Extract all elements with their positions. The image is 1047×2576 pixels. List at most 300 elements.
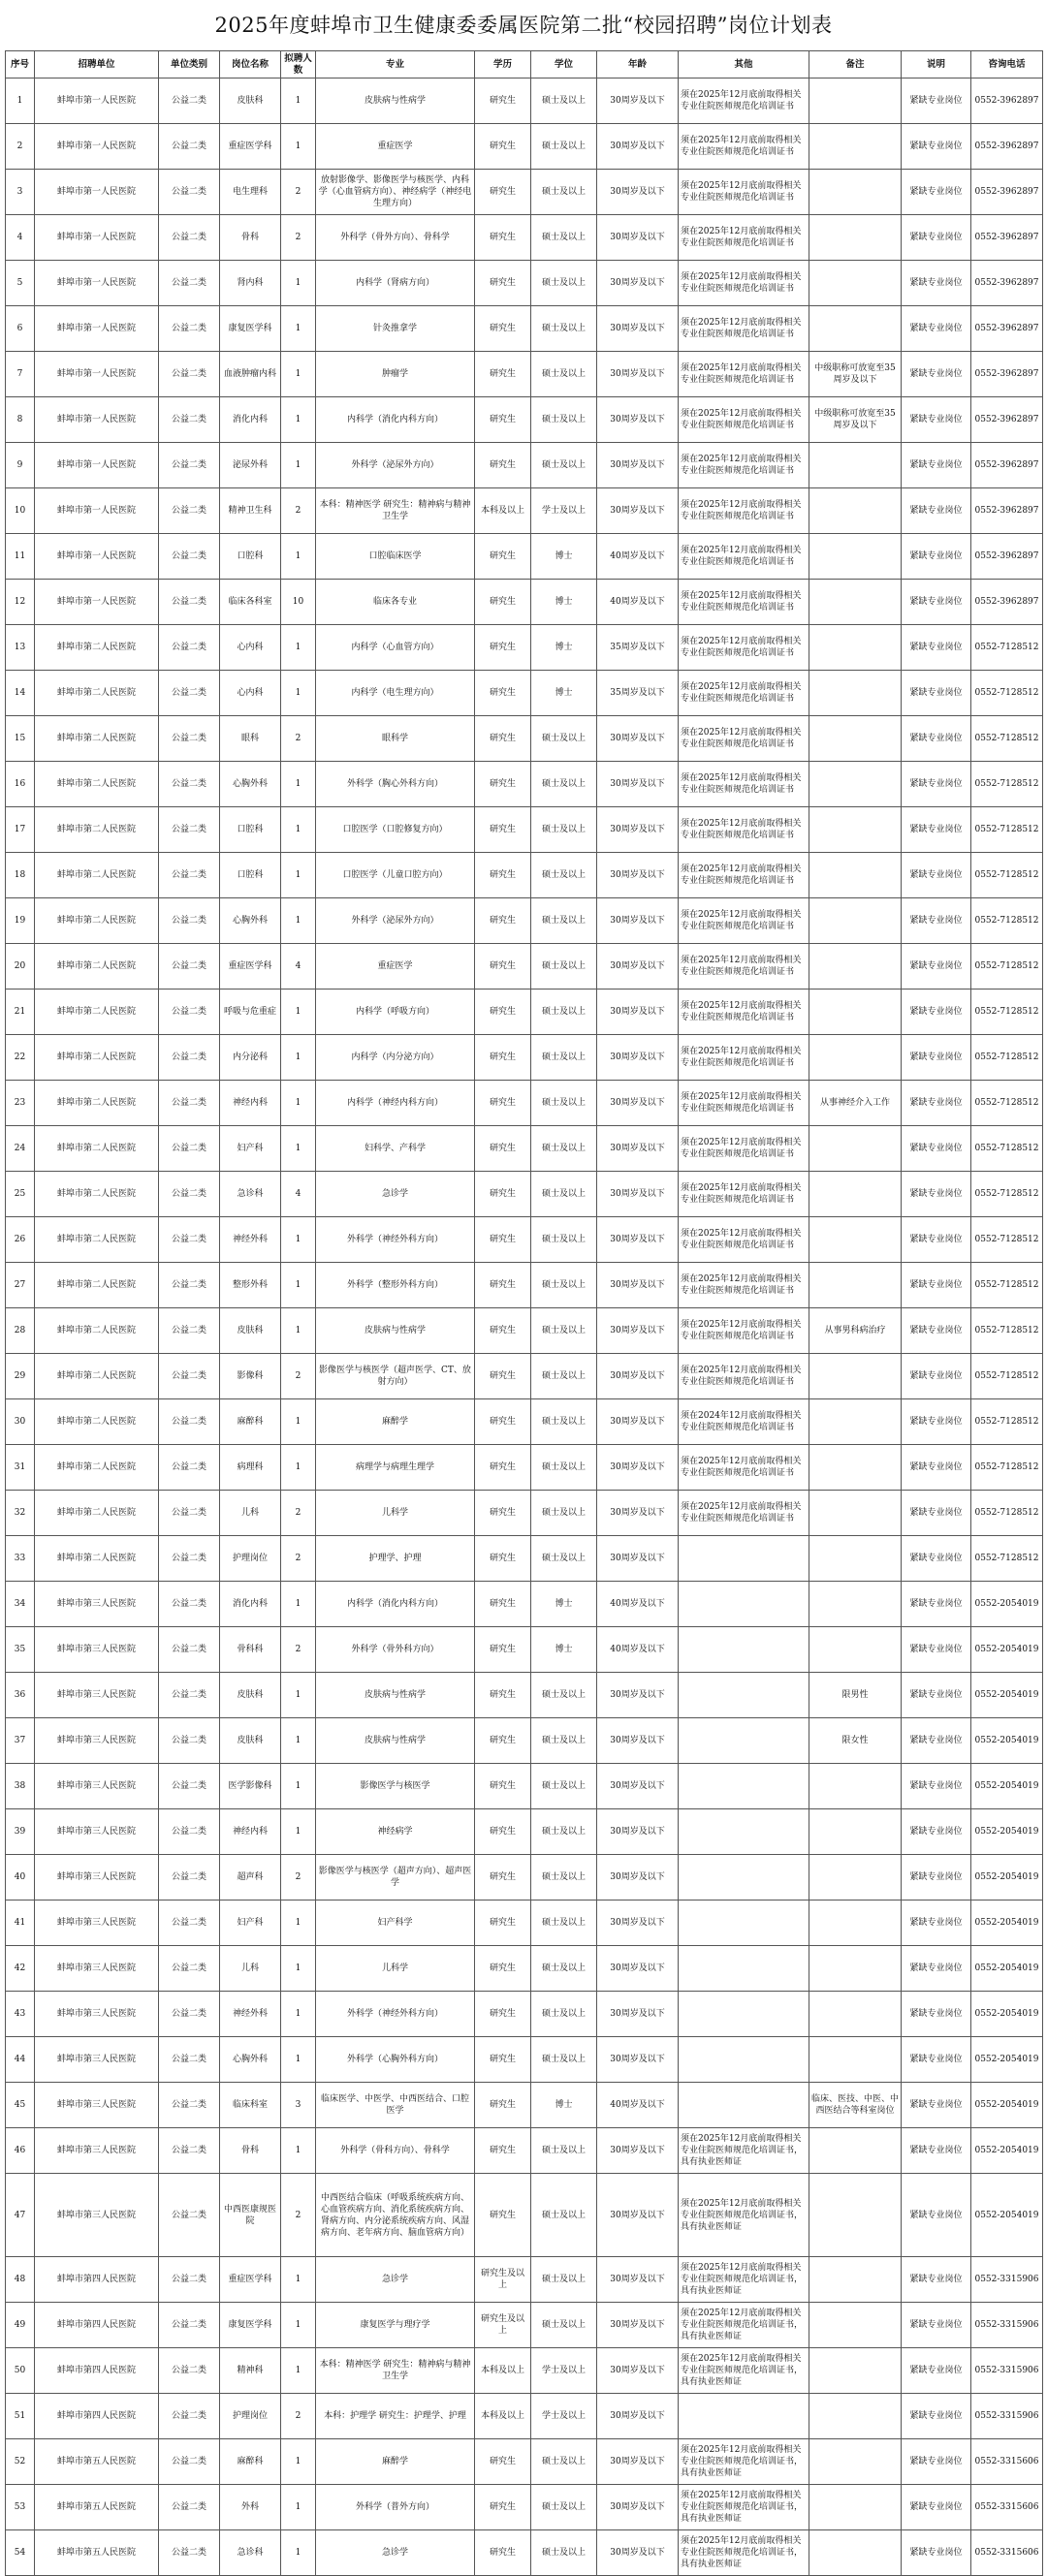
cell-no: 36 [6,1673,35,1718]
cell-unit: 蚌埠市第三人民医院 [35,1901,159,1946]
cell-education: 研究生 [475,1308,531,1354]
cell-other: 须在2025年12月底前取得相关专业住院医师规范化培训证书 [679,488,809,534]
cell-description: 紧缺专业岗位 [902,762,971,807]
cell-phone: 0552-7128512 [971,853,1043,898]
cell-description: 紧缺专业岗位 [902,671,971,716]
cell-major: 外科学（神经外科方向） [316,1992,475,2037]
cell-description: 紧缺专业岗位 [902,1946,971,1992]
cell-other: 须在2025年12月底前取得相关专业住院医师规范化培训证书，具有执业医师证 [679,2348,809,2394]
cell-unit: 蚌埠市第二人民医院 [35,1081,159,1126]
cell-major: 外科学（骨外方向）、骨科学 [316,215,475,261]
col-header-degree: 学位 [531,51,597,79]
cell-no: 45 [6,2083,35,2128]
cell-age: 30周岁及以下 [597,488,679,534]
cell-major: 外科学（泌尿外方向） [316,898,475,944]
cell-other [679,1764,809,1809]
cell-education: 研究生 [475,1263,531,1308]
cell-note [809,1901,902,1946]
cell-unit: 蚌埠市第三人民医院 [35,2174,159,2257]
cell-description: 紧缺专业岗位 [902,1126,971,1172]
cell-major: 儿科学 [316,1491,475,1536]
table-row [6,124,1043,170]
cell-education: 研究生 [475,1399,531,1445]
cell-count: 1 [281,1445,316,1491]
cell-category: 公益二类 [159,443,220,488]
cell-description: 紧缺专业岗位 [902,170,971,215]
page-title: 2025年度蚌埠市卫生健康委委属医院第二批“校园招聘”岗位计划表 [214,14,833,37]
cell-phone: 0552-3315606 [971,2439,1043,2485]
cell-description: 紧缺专业岗位 [902,2348,971,2394]
cell-degree: 硕士及以上 [531,1035,597,1081]
cell-unit: 蚌埠市第三人民医院 [35,1764,159,1809]
cell-other [679,1901,809,1946]
cell-education: 研究生 [475,1901,531,1946]
cell-degree: 硕士及以上 [531,170,597,215]
cell-unit: 蚌埠市第一人民医院 [35,124,159,170]
cell-major: 皮肤病与性病学 [316,1673,475,1718]
cell-degree: 硕士及以上 [531,762,597,807]
cell-degree: 硕士及以上 [531,2485,597,2530]
cell-category: 公益二类 [159,716,220,762]
table-row [6,79,1043,124]
cell-no: 24 [6,1126,35,1172]
cell-unit: 蚌埠市第二人民医院 [35,1354,159,1399]
cell-post: 康复医学科 [220,306,281,352]
cell-unit: 蚌埠市第三人民医院 [35,1946,159,1992]
cell-post: 整形外科 [220,1263,281,1308]
cell-education: 研究生及以上 [475,2303,531,2348]
cell-phone: 0552-7128512 [971,1263,1043,1308]
cell-description: 紧缺专业岗位 [902,1035,971,1081]
cell-category: 公益二类 [159,1491,220,1536]
cell-education: 研究生 [475,671,531,716]
cell-category: 公益二类 [159,853,220,898]
cell-no: 2 [6,124,35,170]
cell-other: 须在2025年12月底前取得相关专业住院医师规范化培训证书 [679,580,809,625]
cell-other [679,1992,809,2037]
cell-major: 中西医结合临床（呼吸系统疾病方向、心血管疾病方向、消化系统疾病方向、肾病方向、内分泌系统疾病方向、风湿病方向、老年病方向、脑血管病方向） [316,2174,475,2257]
cell-category: 公益二类 [159,397,220,443]
cell-phone: 0552-2054019 [971,2083,1043,2128]
col-header-count: 拟聘人数 [281,51,316,79]
cell-degree: 硕士及以上 [531,2174,597,2257]
cell-count: 2 [281,1536,316,1582]
cell-phone: 0552-3315606 [971,2485,1043,2530]
cell-category: 公益二类 [159,990,220,1035]
table-row [6,2530,1043,2576]
cell-degree: 硕士及以上 [531,443,597,488]
cell-count: 1 [281,1901,316,1946]
cell-category: 公益二类 [159,1946,220,1992]
cell-count: 2 [281,1491,316,1536]
cell-phone: 0552-7128512 [971,990,1043,1035]
cell-major: 影像医学与核医学（超声方向）、超声医学 [316,1855,475,1901]
cell-major: 影像医学与核医学 [316,1764,475,1809]
cell-count: 1 [281,2485,316,2530]
cell-post: 神经内科 [220,1809,281,1855]
cell-unit: 蚌埠市第三人民医院 [35,1627,159,1673]
cell-category: 公益二类 [159,2303,220,2348]
cell-post: 急诊科 [220,1172,281,1217]
cell-major: 病理学与病理生理学 [316,1445,475,1491]
cell-other: 须在2025年12月底前取得相关专业住院医师规范化培训证书 [679,1126,809,1172]
cell-major: 护理学、护理 [316,1536,475,1582]
cell-description: 紧缺专业岗位 [902,1536,971,1582]
col-header-description: 说明 [902,51,971,79]
table-row [6,2037,1043,2083]
cell-post: 皮肤科 [220,79,281,124]
cell-description: 紧缺专业岗位 [902,2485,971,2530]
cell-count: 1 [281,352,316,397]
cell-post: 呼吸与危重症 [220,990,281,1035]
cell-age: 30周岁及以下 [597,79,679,124]
cell-note [809,898,902,944]
cell-category: 公益二类 [159,1445,220,1491]
cell-other: 须在2025年12月底前取得相关专业住院医师规范化培训证书 [679,1263,809,1308]
cell-post: 神经外科 [220,1217,281,1263]
cell-age: 30周岁及以下 [597,1901,679,1946]
cell-no: 4 [6,215,35,261]
cell-category: 公益二类 [159,1673,220,1718]
cell-post: 口腔科 [220,853,281,898]
cell-unit: 蚌埠市第二人民医院 [35,853,159,898]
cell-phone: 0552-3962897 [971,352,1043,397]
cell-other: 须在2025年12月底前取得相关专业住院医师规范化培训证书 [679,1308,809,1354]
cell-count: 1 [281,671,316,716]
cell-note [809,1399,902,1445]
cell-category: 公益二类 [159,2083,220,2128]
cell-category: 公益二类 [159,1081,220,1126]
cell-degree: 硕士及以上 [531,79,597,124]
cell-phone: 0552-2054019 [971,1764,1043,1809]
cell-education: 本科及以上 [475,2348,531,2394]
cell-note [809,79,902,124]
cell-post: 皮肤科 [220,1308,281,1354]
table-row [6,1855,1043,1901]
cell-other [679,1536,809,1582]
cell-education: 研究生 [475,1946,531,1992]
cell-post: 妇产科 [220,1126,281,1172]
cell-age: 30周岁及以下 [597,2439,679,2485]
cell-other [679,2037,809,2083]
cell-education: 研究生 [475,170,531,215]
cell-major: 内科学（神经内科方向） [316,1081,475,1126]
cell-count: 1 [281,807,316,853]
cell-post: 麻醉科 [220,2439,281,2485]
col-header-no: 序号 [6,51,35,79]
table-row [6,1901,1043,1946]
cell-no: 42 [6,1946,35,1992]
cell-note [809,1263,902,1308]
cell-post: 神经外科 [220,1992,281,2037]
cell-phone: 0552-3315906 [971,2303,1043,2348]
cell-description: 紧缺专业岗位 [902,2037,971,2083]
cell-other: 须在2025年12月底前取得相关专业住院医师规范化培训证书 [679,1081,809,1126]
cell-note [809,716,902,762]
cell-count: 1 [281,1673,316,1718]
cell-no: 3 [6,170,35,215]
cell-education: 本科及以上 [475,2394,531,2439]
table-row [6,2303,1043,2348]
cell-count: 1 [281,762,316,807]
cell-unit: 蚌埠市第四人民医院 [35,2348,159,2394]
cell-major: 外科学（普外方向） [316,2485,475,2530]
cell-category: 公益二类 [159,534,220,580]
cell-degree: 硕士及以上 [531,1764,597,1809]
cell-category: 公益二类 [159,2128,220,2174]
cell-unit: 蚌埠市第二人民医院 [35,1445,159,1491]
cell-age: 30周岁及以下 [597,807,679,853]
cell-unit: 蚌埠市第一人民医院 [35,261,159,306]
cell-major: 麻醉学 [316,1399,475,1445]
cell-no: 35 [6,1627,35,1673]
cell-no: 27 [6,1263,35,1308]
cell-age: 30周岁及以下 [597,1354,679,1399]
cell-other: 须在2025年12月底前取得相关专业住院医师规范化培训证书 [679,762,809,807]
cell-degree: 博士 [531,1627,597,1673]
cell-education: 研究生 [475,625,531,671]
cell-unit: 蚌埠市第二人民医院 [35,762,159,807]
table-row [6,1354,1043,1399]
table-row [6,1263,1043,1308]
cell-post: 心内科 [220,671,281,716]
cell-note [809,488,902,534]
cell-other: 须在2025年12月底前取得相关专业住院医师规范化培训证书 [679,352,809,397]
cell-post: 儿科 [220,1491,281,1536]
table-row [6,306,1043,352]
cell-note [809,2348,902,2394]
cell-age: 30周岁及以下 [597,898,679,944]
cell-post: 麻醉科 [220,1399,281,1445]
cell-note: 中级职称可放宽至35周岁及以下 [809,352,902,397]
cell-other: 须在2025年12月底前取得相关专业住院医师规范化培训证书 [679,443,809,488]
cell-phone: 0552-2054019 [971,1992,1043,2037]
cell-other: 须在2025年12月底前取得相关专业住院医师规范化培训证书 [679,944,809,990]
cell-education: 研究生 [475,2037,531,2083]
cell-no: 26 [6,1217,35,1263]
cell-major: 口腔医学（儿童口腔方向） [316,853,475,898]
cell-major: 麻醉学 [316,2439,475,2485]
cell-age: 30周岁及以下 [597,990,679,1035]
cell-unit: 蚌埠市第五人民医院 [35,2530,159,2576]
cell-category: 公益二类 [159,1172,220,1217]
table-row [6,1035,1043,1081]
cell-degree: 硕士及以上 [531,1126,597,1172]
cell-count: 3 [281,2083,316,2128]
cell-education: 研究生 [475,853,531,898]
col-header-major: 专业 [316,51,475,79]
cell-no: 33 [6,1536,35,1582]
cell-education: 研究生 [475,2485,531,2530]
cell-unit: 蚌埠市第一人民医院 [35,443,159,488]
cell-post: 神经内科 [220,1081,281,1126]
cell-category: 公益二类 [159,1126,220,1172]
cell-education: 研究生 [475,2128,531,2174]
cell-unit: 蚌埠市第四人民医院 [35,2257,159,2303]
table-row [6,1308,1043,1354]
table-row [6,1673,1043,1718]
cell-unit: 蚌埠市第二人民医院 [35,807,159,853]
cell-unit: 蚌埠市第四人民医院 [35,2303,159,2348]
cell-category: 公益二类 [159,79,220,124]
cell-description: 紧缺专业岗位 [902,716,971,762]
table-row [6,2439,1043,2485]
cell-phone: 0552-7128512 [971,1399,1043,1445]
cell-degree: 博士 [531,580,597,625]
cell-degree: 硕士及以上 [531,990,597,1035]
cell-count: 1 [281,898,316,944]
cell-degree: 硕士及以上 [531,215,597,261]
cell-note [809,580,902,625]
cell-description: 紧缺专业岗位 [902,1217,971,1263]
cell-category: 公益二类 [159,807,220,853]
cell-education: 研究生 [475,1035,531,1081]
cell-post: 急诊科 [220,2530,281,2576]
cell-other [679,1809,809,1855]
cell-unit: 蚌埠市第三人民医院 [35,1673,159,1718]
cell-education: 研究生 [475,1673,531,1718]
cell-unit: 蚌埠市第一人民医院 [35,215,159,261]
cell-description: 紧缺专业岗位 [902,1263,971,1308]
cell-no: 40 [6,1855,35,1901]
cell-phone: 0552-2054019 [971,1946,1043,1992]
cell-category: 公益二类 [159,1627,220,1673]
cell-unit: 蚌埠市第三人民医院 [35,1855,159,1901]
table-row [6,1445,1043,1491]
cell-category: 公益二类 [159,124,220,170]
cell-age: 30周岁及以下 [597,124,679,170]
cell-major: 皮肤病与性病学 [316,1308,475,1354]
cell-major: 内科学（呼吸方向） [316,990,475,1035]
cell-other: 须在2025年12月底前取得相关专业住院医师规范化培训证书 [679,397,809,443]
cell-category: 公益二类 [159,1035,220,1081]
cell-count: 2 [281,2174,316,2257]
cell-phone: 0552-3315906 [971,2257,1043,2303]
cell-no: 37 [6,1718,35,1764]
cell-no: 50 [6,2348,35,2394]
cell-age: 30周岁及以下 [597,2348,679,2394]
cell-education: 研究生 [475,807,531,853]
cell-note [809,1354,902,1399]
cell-unit: 蚌埠市第二人民医院 [35,625,159,671]
cell-post: 眼科 [220,716,281,762]
cell-post: 临床科室 [220,2083,281,2128]
cell-other [679,1627,809,1673]
cell-note: 限女性 [809,1718,902,1764]
cell-post: 康复医学科 [220,2303,281,2348]
table-row [6,762,1043,807]
cell-major: 神经病学 [316,1809,475,1855]
table-row [6,170,1043,215]
cell-note [809,2037,902,2083]
cell-post: 心胸外科 [220,762,281,807]
cell-note [809,990,902,1035]
cell-age: 30周岁及以下 [597,1946,679,1992]
cell-note [809,1764,902,1809]
cell-post: 皮肤科 [220,1673,281,1718]
cell-category: 公益二类 [159,352,220,397]
cell-description: 紧缺专业岗位 [902,2083,971,2128]
cell-degree: 硕士及以上 [531,944,597,990]
cell-major: 妇科学、产科学 [316,1126,475,1172]
cell-phone: 0552-7128512 [971,716,1043,762]
cell-post: 影像科 [220,1354,281,1399]
col-header-other: 其他 [679,51,809,79]
cell-note: 从事神经介入工作 [809,1081,902,1126]
cell-phone: 0552-3962897 [971,580,1043,625]
cell-other: 须在2025年12月底前取得相关专业住院医师规范化培训证书 [679,1217,809,1263]
cell-major: 皮肤病与性病学 [316,79,475,124]
cell-other: 须在2025年12月底前取得相关专业住院医师规范化培训证书 [679,261,809,306]
cell-category: 公益二类 [159,2530,220,2576]
cell-education: 研究生 [475,1627,531,1673]
cell-age: 40周岁及以下 [597,2083,679,2128]
cell-post: 骨科 [220,215,281,261]
cell-education: 研究生 [475,215,531,261]
cell-post: 口腔科 [220,534,281,580]
cell-unit: 蚌埠市第一人民医院 [35,580,159,625]
cell-age: 30周岁及以下 [597,215,679,261]
cell-other: 须在2024年12月底前取得相关专业住院医师规范化培训证书 [679,1399,809,1445]
cell-major: 肿瘤学 [316,352,475,397]
cell-note [809,306,902,352]
cell-unit: 蚌埠市第二人民医院 [35,990,159,1035]
cell-major: 内科学（消化内科方向） [316,1582,475,1627]
cell-major: 外科学（神经外科方向） [316,1217,475,1263]
cell-description: 紧缺专业岗位 [902,898,971,944]
cell-major: 临床各专业 [316,580,475,625]
cell-description: 紧缺专业岗位 [902,944,971,990]
cell-note [809,2174,902,2257]
cell-no: 5 [6,261,35,306]
cell-note [809,170,902,215]
cell-age: 30周岁及以下 [597,2037,679,2083]
cell-unit: 蚌埠市第三人民医院 [35,1992,159,2037]
cell-phone: 0552-3315906 [971,2348,1043,2394]
table-row [6,853,1043,898]
cell-age: 30周岁及以下 [597,762,679,807]
table-row [6,397,1043,443]
cell-description: 紧缺专业岗位 [902,807,971,853]
cell-count: 2 [281,1627,316,1673]
cell-note [809,807,902,853]
cell-note [809,853,902,898]
cell-description: 紧缺专业岗位 [902,1582,971,1627]
cell-category: 公益二类 [159,1901,220,1946]
cell-phone: 0552-7128512 [971,1172,1043,1217]
cell-phone: 0552-7128512 [971,1126,1043,1172]
cell-age: 30周岁及以下 [597,1399,679,1445]
cell-age: 40周岁及以下 [597,1627,679,1673]
cell-education: 研究生 [475,124,531,170]
cell-other: 须在2025年12月底前取得相关专业住院医师规范化培训证书，具有执业医师证 [679,2303,809,2348]
cell-post: 中西医康规医院 [220,2174,281,2257]
cell-count: 1 [281,1081,316,1126]
cell-note [809,2257,902,2303]
cell-count: 1 [281,2128,316,2174]
table-row [6,990,1043,1035]
cell-count: 1 [281,534,316,580]
cell-education: 研究生 [475,79,531,124]
cell-note [809,1809,902,1855]
cell-unit: 蚌埠市第三人民医院 [35,1718,159,1764]
cell-unit: 蚌埠市第三人民医院 [35,1582,159,1627]
cell-age: 30周岁及以下 [597,1764,679,1809]
cell-degree: 硕士及以上 [531,1217,597,1263]
cell-no: 43 [6,1992,35,2037]
cell-description: 紧缺专业岗位 [902,1855,971,1901]
cell-post: 妇产科 [220,1901,281,1946]
